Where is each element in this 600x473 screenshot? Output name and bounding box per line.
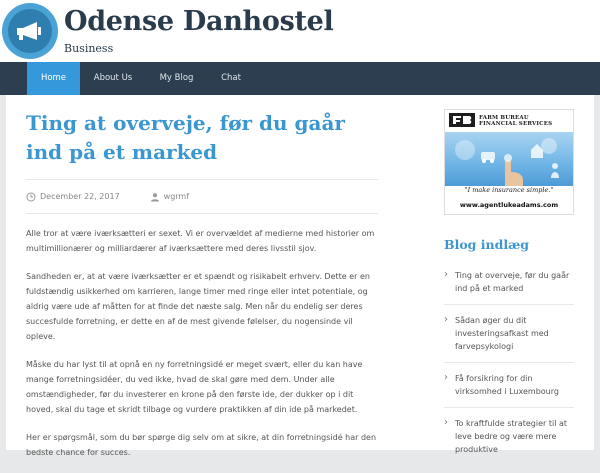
user-icon — [150, 192, 160, 202]
post-meta — [26, 179, 378, 214]
main-article — [26, 109, 378, 473]
recent-post-link[interactable]: › To kraftfulde strategier til at leve bedre og være mere produktive — [444, 408, 574, 466]
post-author[interactable]: wgrmf — [163, 192, 190, 201]
recent-post-link[interactable]: › Ting at overveje, før du gaår ind på et marked — [444, 260, 574, 305]
farm-bureau-logo-icon — [449, 112, 475, 131]
recent-post-link[interactable]: › Få forsikring for din virksomhed i Luxembourg — [444, 363, 574, 408]
clock-icon — [26, 192, 36, 202]
megaphone-icon — [8, 9, 52, 53]
ad-brand-line2: FINANCIAL SERVICES — [479, 121, 553, 127]
ad-image — [445, 132, 573, 186]
ad-brand-line1: FARM BUREAU — [479, 115, 529, 121]
post-title[interactable]: Ting at overveje, før du gaår ind på et marked — [26, 111, 345, 164]
recent-posts-list — [444, 260, 574, 466]
nav-item-chat[interactable]: Chat — [221, 73, 241, 83]
site-header — [0, 0, 600, 62]
page-content — [6, 95, 594, 457]
site-logo[interactable] — [2, 3, 58, 59]
nav-item-about-us[interactable]: About Us — [93, 73, 133, 83]
post-body — [26, 226, 378, 460]
post-paragraph: Alle tror at være iværksætteri er sexet. Vi er overvældet af medierne med historier om multimillionærer og milliardærer af iværksættere med deres livsstil sjov. — [26, 229, 375, 253]
recent-post-link[interactable]: › Sådan øger du dit investeringsafkast med farvepsykologi — [444, 305, 574, 363]
nav-item-my-blog[interactable]: My Blog — [159, 73, 194, 83]
sidebar-ad-banner[interactable] — [444, 109, 574, 215]
sidebar — [444, 109, 574, 466]
ad-quote: "I make insurance simple." — [464, 186, 554, 194]
post-paragraph: Måske du har lyst til at opnå en ny forretningsidé er meget svært, eller du kan have mange forretningsidéer, du ved ikke, hvad de skal gøre med dem. Under alle omstændigheder, før du investerer en krone på den første ide, der dukker op i dit hoved, skal du tage et skridt tilbage og vurdere praktikken af din ide på markedet. — [26, 360, 363, 414]
site-title[interactable]: Odense Danhostel — [64, 6, 334, 37]
ad-url[interactable]: www.agentlukeadams.com — [459, 201, 559, 209]
main-navigation — [0, 62, 600, 95]
ad-brand — [445, 110, 573, 132]
post-paragraph: Her er spørgsmål, som du bør spørge dig selv om at sikre, at din forretningsidé har den bedste chance for succes. — [26, 433, 377, 457]
site-tagline: Business — [64, 42, 114, 55]
recent-posts-title: Blog indlæg — [444, 237, 529, 252]
nav-item-home[interactable]: Home — [27, 62, 80, 95]
post-date[interactable]: December 22, 2017 — [40, 192, 120, 201]
post-paragraph: Sandheden er, at at være iværksætter er et spændt og risikabelt erhverv. Dette er en fuldstændig usikkerhed om karrieren, lange timer med ringe eller intet potentiale, og aldrig være ude af måtten for at finde det næste salg. Men når du endelig ser deres succesfulde forretning, er dette en af de mest givende følelser, du nogensinde vil opleve. — [26, 272, 370, 341]
